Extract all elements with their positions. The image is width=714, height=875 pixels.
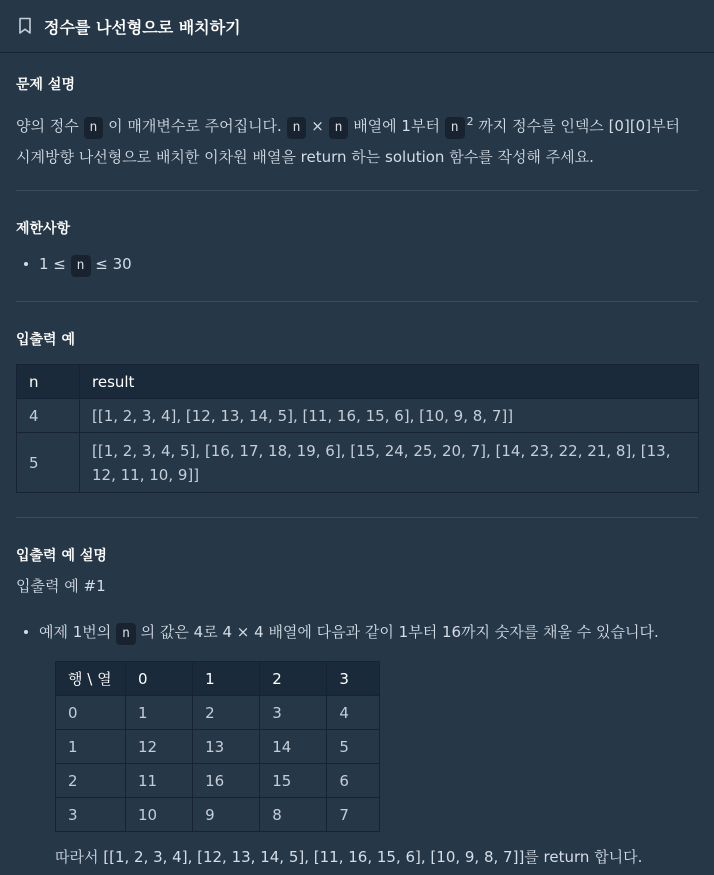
- grid-cell: 1: [126, 696, 193, 730]
- table-row: [56, 730, 380, 764]
- code-n: n: [445, 117, 465, 139]
- description-seg1: 양의 정수: [16, 117, 79, 135]
- code-n: n: [71, 255, 91, 277]
- code-n: n: [287, 117, 307, 139]
- column-header: 0: [126, 662, 193, 696]
- page-header: [0, 0, 714, 53]
- io-example-section: [16, 302, 698, 518]
- table-row: [17, 433, 699, 493]
- grid-cell: 15: [260, 764, 327, 798]
- spiral-grid-table: [55, 661, 380, 832]
- table-row: [17, 399, 699, 433]
- grid-cell: 10: [126, 798, 193, 832]
- bullet-dot: [24, 630, 28, 634]
- constraint-post: ≤ 30: [95, 255, 132, 273]
- table-header-row: [17, 365, 699, 399]
- cell-result: [[1, 2, 3, 4], [12, 13, 14, 5], [11, 16, 15, 6], [10, 9, 8, 7]]: [80, 399, 699, 433]
- constraints-list: [16, 252, 698, 277]
- io-explanation-section: [16, 518, 698, 873]
- description-seg4: 까지 정수를 인덱스 [0][0]부터: [478, 117, 681, 135]
- code-n: n: [329, 117, 349, 139]
- example-label: 입출력 예 #1: [16, 577, 106, 595]
- grid-cell: 8: [260, 798, 327, 832]
- grid-cell: 3: [56, 798, 126, 832]
- description-text: [16, 106, 698, 173]
- bullet-post: 의 값은 4로 4 × 4 배열에 다음과 같이 1부터 16까지 숫자를 채울 수 있습니다.: [140, 623, 659, 641]
- grid-cell: 3: [260, 696, 327, 730]
- grid-cell: 14: [260, 730, 327, 764]
- cell-n: 5: [17, 433, 80, 493]
- bookmark-icon[interactable]: [18, 17, 32, 35]
- description-seg3: 배열에 1부터: [353, 117, 440, 135]
- list-item: [16, 620, 698, 645]
- grid-cell: 9: [193, 798, 260, 832]
- grid-cell: 2: [56, 764, 126, 798]
- list-item: [16, 252, 698, 277]
- times-symbol: ×: [311, 117, 324, 135]
- grid-cell: 11: [126, 764, 193, 798]
- conclusion-text: 따라서 [[1, 2, 3, 4], [12, 13, 14, 5], [11, 16, 15, 6], [10, 9, 8, 7]]를 return 합니다.: [55, 848, 643, 866]
- page-title: 정수를 나선형으로 배치하기: [44, 17, 241, 37]
- bullet-dot: [24, 262, 28, 266]
- grid-cell: 1: [56, 730, 126, 764]
- table-header-row: [56, 662, 380, 696]
- cell-n: 4: [17, 399, 80, 433]
- code-n: n: [84, 117, 104, 139]
- io-explanation-heading: 입출력 예 설명: [16, 548, 107, 564]
- superscript-2: 2: [466, 115, 474, 128]
- table-row: [56, 764, 380, 798]
- io-example-heading: 입출력 예: [16, 332, 75, 348]
- column-header: 행 \ 열: [56, 662, 126, 696]
- grid-cell: 5: [327, 730, 380, 764]
- description-line2: 시계방향 나선형으로 배치한 이차원 배열을 return 하는 solution 함수를 작성해 주세요.: [16, 148, 594, 166]
- constraints-section: [16, 191, 698, 302]
- explanation-list: [16, 620, 698, 645]
- grid-cell: 7: [327, 798, 380, 832]
- column-header: 2: [260, 662, 327, 696]
- description-section: [16, 53, 698, 191]
- io-example-table: [16, 364, 699, 493]
- description-seg2: 이 매개변수로 주어집니다.: [108, 117, 282, 135]
- bullet-pre: 예제 1번의: [39, 623, 112, 641]
- grid-cell: 16: [193, 764, 260, 798]
- grid-cell: 12: [126, 730, 193, 764]
- grid-cell: 6: [327, 764, 380, 798]
- constraint-pre: 1 ≤: [39, 255, 66, 273]
- table-row: [56, 798, 380, 832]
- code-n: n: [116, 623, 136, 645]
- column-header: 3: [327, 662, 380, 696]
- description-heading: 문제 설명: [16, 77, 75, 93]
- grid-cell: 13: [193, 730, 260, 764]
- table-row: [56, 696, 380, 730]
- column-header: 1: [193, 662, 260, 696]
- problem-content: [0, 53, 714, 873]
- cell-result: [[1, 2, 3, 4, 5], [16, 17, 18, 19, 6], [15, 24, 25, 20, 7], [14, 23, 22, 21, 8], [13, 12, 11, 10, 9]]: [80, 433, 699, 493]
- grid-cell: 4: [327, 696, 380, 730]
- grid-cell: 0: [56, 696, 126, 730]
- constraints-heading: 제한사항: [16, 221, 71, 237]
- column-header-result: result: [80, 365, 699, 399]
- column-header-n: n: [17, 365, 80, 399]
- grid-cell: 2: [193, 696, 260, 730]
